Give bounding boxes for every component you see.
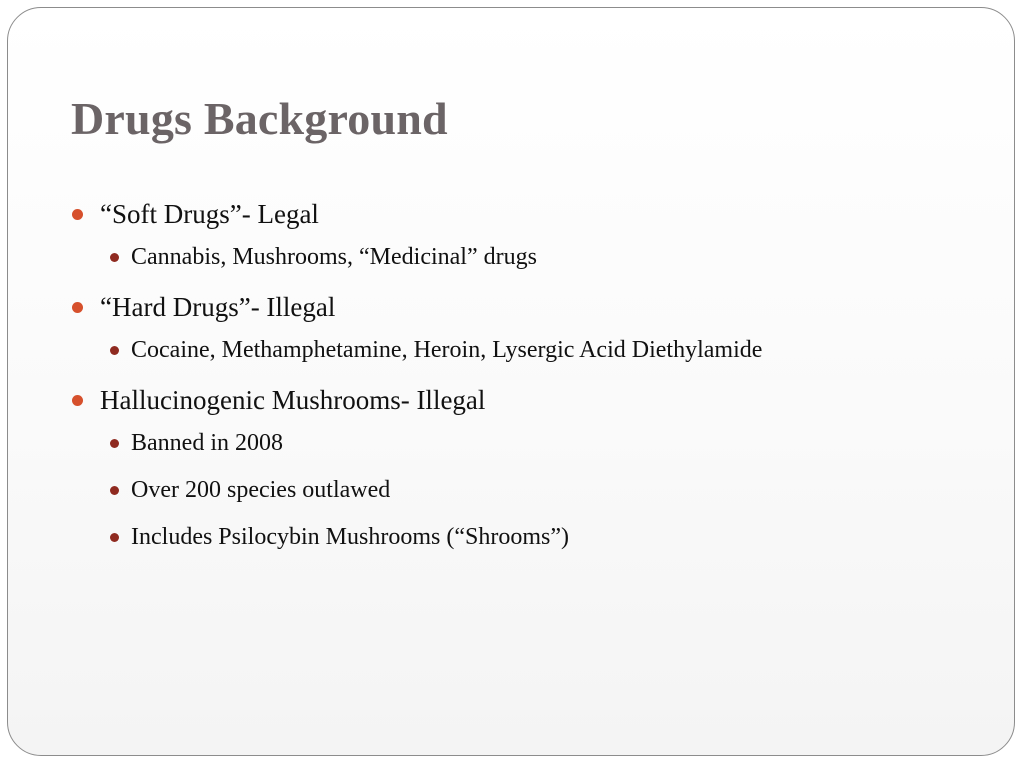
slide-frame: [7, 7, 1015, 756]
sub-bullet-dot-icon: [110, 486, 119, 495]
sub-bullet-dot-icon: [110, 346, 119, 355]
bullet-text: “Hard Drugs”- Illegal: [100, 292, 336, 322]
bullet-hallucinogenic-mushrooms: [70, 380, 970, 420]
sub-bullet-species-outlawed: [70, 474, 970, 507]
sub-bullet-text: Over 200 species outlawed: [131, 477, 391, 503]
bullet-dot-icon: [72, 302, 83, 313]
sub-bullet-psilocybin: [70, 521, 970, 554]
bullet-text: “Soft Drugs”- Legal: [100, 199, 319, 229]
bullet-dot-icon: [72, 395, 83, 406]
sub-bullet-banned-year: [70, 427, 970, 460]
sub-bullet-dot-icon: [110, 533, 119, 542]
sub-bullet-text: Cannabis, Mushrooms, “Medicinal” drugs: [131, 244, 537, 270]
sub-bullet-text: Includes Psilocybin Mushrooms (“Shrooms”): [131, 524, 569, 550]
bullet-hard-drugs: [70, 287, 970, 327]
sub-bullet-dot-icon: [110, 439, 119, 448]
sub-bullet-soft-drugs-examples: [70, 241, 970, 274]
bullet-soft-drugs: [70, 194, 970, 234]
bullet-text: Hallucinogenic Mushrooms- Illegal: [100, 385, 486, 415]
sub-bullet-hard-drugs-examples: [70, 334, 970, 367]
bullet-list: [70, 194, 970, 554]
sub-bullet-dot-icon: [110, 253, 119, 262]
sub-bullet-text: Banned in 2008: [131, 430, 283, 456]
sub-bullet-text: Cocaine, Methamphetamine, Heroin, Lysergic Acid Diethylamide: [131, 337, 763, 363]
bullet-dot-icon: [72, 209, 83, 220]
slide-title: Drugs Background: [71, 93, 448, 144]
